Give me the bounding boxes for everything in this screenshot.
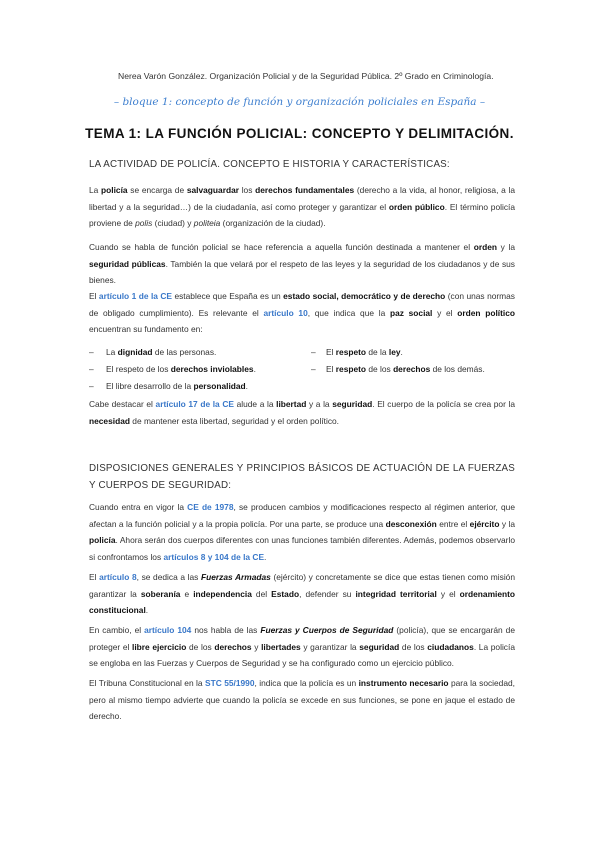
text: e: [180, 588, 194, 599]
article-reference: artículos 8 y 104 de la CE: [163, 551, 265, 562]
bold-term: derechos: [393, 364, 431, 374]
bold-term: orden público: [388, 201, 445, 212]
section-heading-1: LA ACTIVIDAD DE POLICÍA. CONCEPTO E HISTORIA Y CARACTERÍSTICAS:: [89, 159, 450, 170]
text: y el: [432, 307, 458, 318]
text: los: [238, 185, 256, 195]
text: de la: [366, 347, 389, 357]
text: (con unas normas de obligado cumplimiento). Es relevante el: [89, 291, 515, 318]
text: de los: [366, 364, 394, 374]
list-item: [311, 361, 521, 378]
text: y garantizar la: [300, 641, 360, 652]
text: (ejército) y concretamente se dice que estas tienen como misión garantizar la: [89, 572, 515, 599]
bold-term: ciudadanos: [427, 641, 474, 652]
paragraph-stc: [89, 675, 515, 725]
italic-term: politeia: [193, 218, 221, 228]
text: (ciudad) y: [152, 218, 194, 228]
bold-term: necesidad: [89, 415, 130, 426]
paragraph-article-1: [89, 288, 515, 338]
text: establece que España es un: [172, 291, 284, 301]
text: Cuando entra en vigor la: [89, 502, 188, 512]
article-reference: CE de 1978: [187, 502, 234, 512]
text: El libre desarrollo de la: [106, 381, 194, 391]
text: . La policía se engloba en las Fuerzas y Cuerpos de Seguridad y se ha configurado como un ejercicio público.: [89, 641, 515, 668]
bullet-dash: –: [89, 381, 94, 391]
text: y la: [496, 242, 515, 252]
bold-term: derechos inviolables: [170, 364, 254, 374]
bold-term: soberanía: [140, 588, 181, 599]
paragraph-police-function: [89, 239, 515, 289]
text: El Tribuna Constitucional en la: [89, 678, 206, 688]
bold-italic-term: Fuerzas Armadas: [201, 572, 271, 582]
list-item: [89, 361, 304, 378]
bold-term: dignidad: [117, 347, 153, 357]
bold-term: estado social, democrático y de derecho: [283, 291, 446, 301]
text: .: [400, 347, 403, 357]
bold-term: ejército: [469, 518, 500, 529]
bold-term: independencia: [193, 588, 252, 599]
bold-term: orden político: [457, 307, 515, 318]
text: del: [251, 588, 272, 599]
bold-term: policía: [101, 185, 128, 195]
text: El: [89, 572, 100, 582]
text: , se producen cambios y modificaciones respecto al régimen anterior, que afectan a la función policial y a la propia policía. Por una parte, se produce una: [89, 502, 515, 529]
text: se encarga de: [127, 185, 187, 195]
text: de los demás.: [430, 364, 485, 374]
article-reference: artículo 17 de la CE: [155, 399, 234, 409]
list-column-left: [89, 344, 304, 395]
text: .: [253, 364, 256, 374]
text: de las personas.: [152, 347, 217, 357]
bold-term: instrumento necesario: [358, 678, 449, 688]
text: Cuando se habla de función policial se hace referencia a aquella función destinada a mantener el: [89, 242, 474, 252]
list-column-right: [311, 344, 521, 378]
text: El: [326, 347, 336, 357]
bold-term: libertad: [276, 399, 307, 409]
article-reference: artículo 10: [263, 307, 308, 318]
bullet-dash: –: [311, 364, 316, 374]
bold-term: respeto: [335, 347, 367, 357]
text: , indica que la policía es un: [254, 678, 359, 688]
text: .: [264, 551, 267, 562]
text: . El cuerpo de la policía se crea por la: [372, 399, 516, 409]
article-reference: artículo 104: [144, 625, 192, 635]
bold-term: desconexión: [385, 518, 437, 529]
bold-term: Estado: [271, 588, 300, 599]
bold-term: respeto: [335, 364, 367, 374]
bold-term: seguridad: [332, 399, 373, 409]
bold-term: integridad territorial: [355, 588, 437, 599]
text: (policía), que se encargarán de proteger el: [89, 625, 515, 652]
text: El: [89, 291, 99, 301]
text: .: [145, 605, 149, 615]
bold-term: seguridad públicas: [89, 258, 166, 269]
bullet-dash: –: [89, 347, 94, 357]
text: de los: [186, 641, 215, 652]
list-item: [311, 344, 521, 361]
text: , se dedica a las: [136, 572, 201, 582]
bold-term: policía: [89, 535, 116, 545]
text: . El término policía proviene de: [89, 201, 515, 228]
paragraph-police-definition: [89, 182, 515, 232]
text: En cambio, el: [89, 625, 145, 635]
bold-term: libre ejercicio: [132, 641, 187, 652]
text: . También la que velará por el respeto de las leyes y la seguridad de los ciudadanos y de sus bienes.: [89, 258, 515, 285]
block-subtitle: – bloque 1: concepto de función y organización policiales en España –: [113, 96, 486, 108]
text: y: [251, 641, 262, 652]
bold-term: salvaguardar: [186, 185, 239, 195]
paragraph-article-104: [89, 622, 515, 672]
text: de mantener esta libertad, seguridad y el orden político.: [129, 415, 340, 426]
text: , defender su: [299, 588, 356, 599]
text: para la sociedad, pero al mismo tiempo advierte que cuando la policía se excede en sus funciones, se pone en jaque el estado de derecho.: [89, 678, 515, 721]
paragraph-ce-1978: [89, 499, 515, 565]
list-item: [89, 344, 304, 361]
bold-term: orden: [473, 242, 497, 252]
article-reference: STC 55/1990: [205, 678, 255, 688]
text: .: [245, 381, 248, 391]
text: . Ahora serán dos cuerpos diferentes con unas funciones también diferentes. Además, podemos observarlo si confrontamos los: [89, 535, 515, 562]
paragraph-article-17: [89, 396, 515, 429]
bold-term: ley: [388, 347, 401, 357]
text: La: [89, 185, 102, 195]
text: (derecho a la vida, al honor, religiosa, a la libertad y a la seguridad…) de la ciudadanía, así como proteger y garantizar el: [89, 185, 516, 212]
article-reference: artículo 1 de la CE: [98, 291, 173, 301]
bold-term: seguridad: [359, 641, 400, 652]
italic-term: polis: [135, 218, 153, 228]
bullet-dash: –: [311, 347, 316, 357]
paragraph-article-8: [89, 569, 515, 619]
text: El respeto de los: [106, 364, 171, 374]
text: , que indica que la: [307, 307, 390, 318]
text: Cabe destacar el: [89, 399, 156, 409]
text: El: [326, 364, 336, 374]
text: La: [106, 347, 118, 357]
bold-term: libertades: [261, 641, 301, 652]
text: y el: [436, 588, 460, 599]
text: entre el: [436, 518, 470, 529]
topic-title: TEMA 1: LA FUNCIÓN POLICIAL: CONCEPTO Y DELIMITACIÓN.: [85, 126, 514, 141]
text: de los: [399, 641, 428, 652]
author-header: Nerea Varón González. Organización Policial y de la Seguridad Pública. 2º Grado en Criminología.: [118, 71, 494, 81]
text: y a la: [306, 399, 333, 409]
bold-term: ordenamiento constitucional: [89, 588, 516, 615]
bold-term: personalidad: [193, 381, 246, 391]
text: alude a la: [233, 399, 277, 409]
text: nos habla de las: [191, 625, 261, 635]
list-item: [89, 378, 304, 395]
article-reference: artículo 8: [99, 572, 137, 582]
bold-term: derechos: [214, 641, 252, 652]
bold-italic-term: Fuerzas y Cuerpos de Seguridad: [260, 625, 394, 635]
bold-term: paz social: [389, 307, 433, 318]
text: (organización de la ciudad).: [220, 218, 326, 228]
bold-term: derechos fundamentales: [255, 185, 355, 195]
text: y la: [499, 518, 515, 529]
section-heading-2: DISPOSICIONES GENERALES Y PRINCIPIOS BÁSICOS DE ACTUACIÓN DE LA FUERZAS Y CUERPOS DE SEGURIDAD:: [89, 463, 515, 491]
bullet-dash: –: [89, 364, 94, 374]
text: encuentran su fundamento en:: [89, 324, 203, 334]
